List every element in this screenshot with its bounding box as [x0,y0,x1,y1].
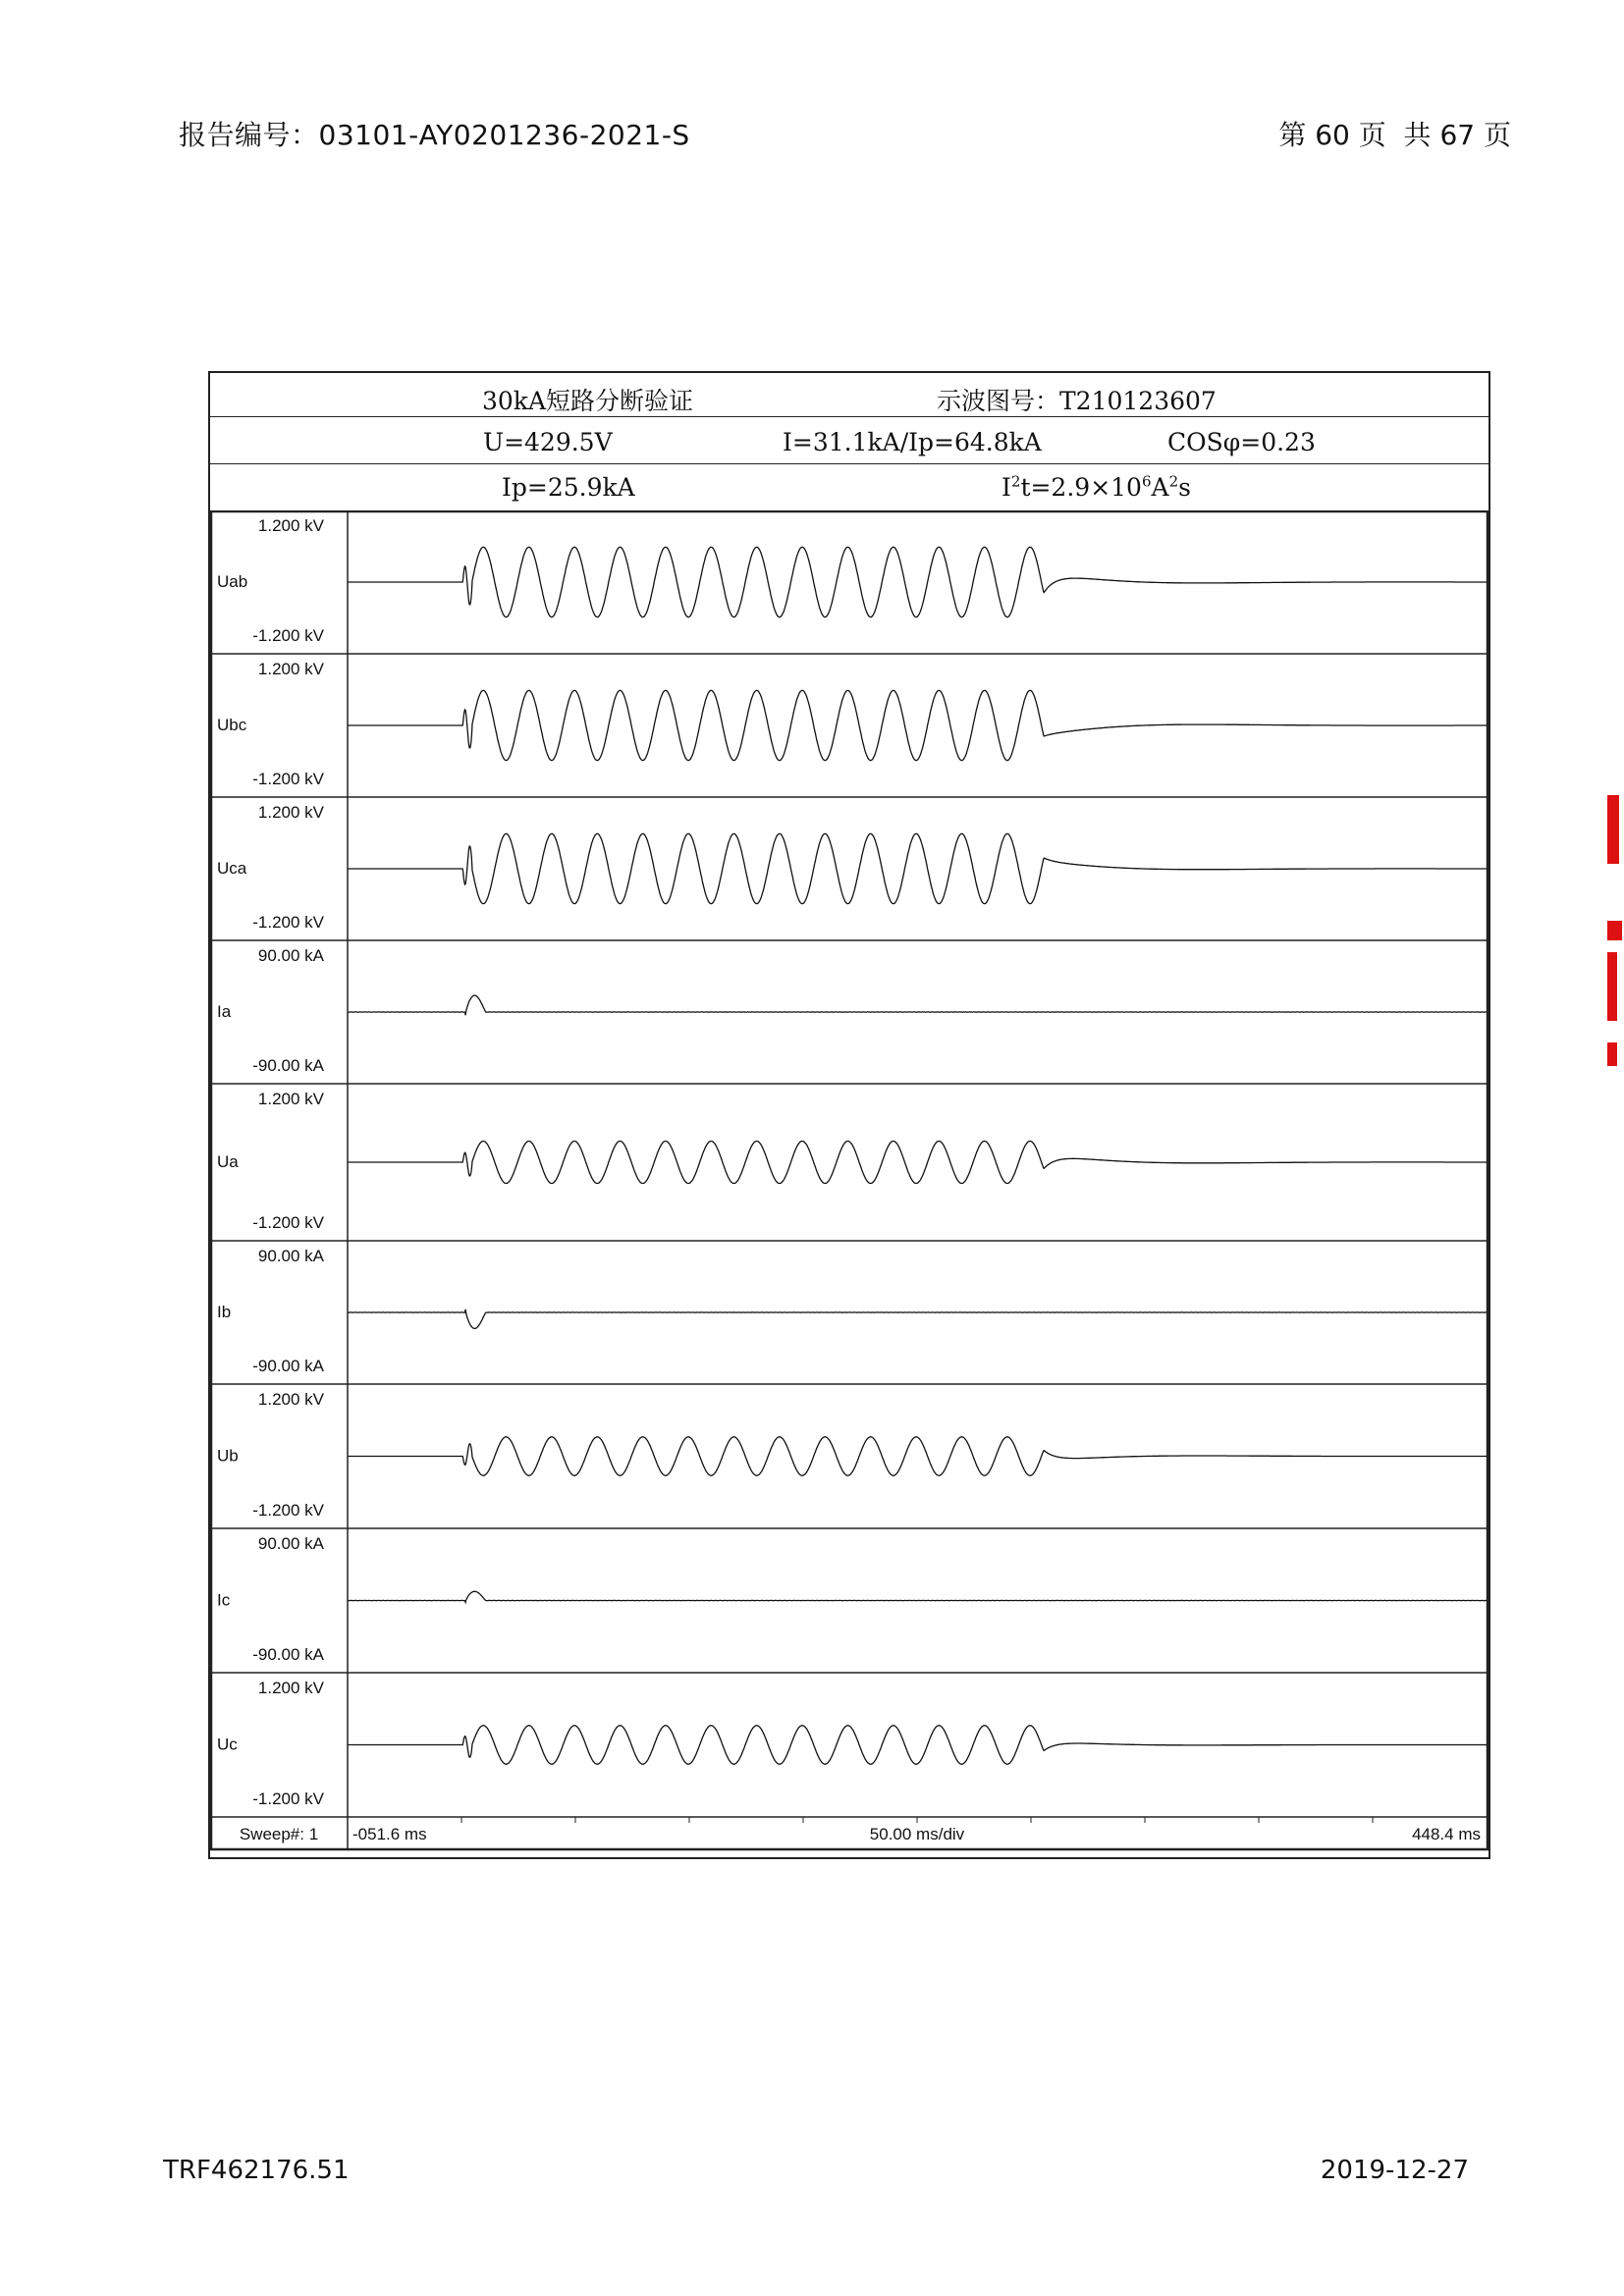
red-seal-stamp [1607,785,1624,1070]
page-info: 第 60 页 共 67 页 [1278,119,1511,151]
scope-frame [211,511,1488,1849]
waveform-trace [348,1437,1487,1475]
x-start-label: -051.6 ms [352,1825,427,1843]
channel-name-label: Ic [217,1590,231,1610]
scale-max-label: 1.200 kV [257,803,324,822]
energy-row [210,463,1489,510]
x-end-label: 448.4 ms [1412,1825,1481,1843]
scale-min-label: -1.200 kV [252,626,324,645]
scale-max-label: 90.00 kA [257,946,324,965]
scale-min-label: -1.200 kV [252,913,324,932]
channel-name-label: Ub [217,1446,239,1466]
waveform-trace [348,690,1487,760]
waveform-trace [348,995,1487,1015]
scale-min-label: -90.00 kA [252,1056,324,1075]
oscilloscope-panel [210,510,1489,1857]
peak-current-value: Ip=25.9kA [502,473,635,502]
waveform-trace [348,547,1487,616]
scale-min-label: -1.200 kV [252,770,324,788]
scale-min-label: -1.200 kV [252,1213,324,1232]
parameter-row [210,416,1489,464]
waveform-trace [348,1142,1487,1184]
scale-max-label: 1.200 kV [257,516,324,535]
oscillogram-chart [210,510,1489,1857]
test-title: 30kA短路分断验证 [482,387,694,415]
title-row [210,373,1489,417]
scale-min-label: -90.00 kA [252,1357,324,1375]
sweep-label: Sweep#: 1 [239,1825,319,1843]
power-factor-value: COSφ=0.23 [1167,428,1316,456]
report-date: 2019-12-27 [1320,2156,1469,2185]
waveform-trace [348,833,1487,903]
scale-max-label: 1.200 kV [257,660,324,678]
scale-max-label: 1.200 kV [257,1090,324,1108]
scale-min-label: -1.200 kV [252,1501,324,1520]
waveform-trace [348,1726,1487,1764]
figure-number: 示波图号：T210123607 [937,387,1217,415]
x-division-label: 50.00 ms/div [869,1825,965,1843]
scale-max-label: 1.200 kV [257,1390,324,1409]
scale-min-label: -90.00 kA [252,1645,324,1664]
waveform-trace [348,1591,1487,1602]
channel-name-label: Uca [217,859,247,878]
waveform-trace [348,1309,1487,1329]
report-number: 报告编号：03101-AY0201236-2021-S [179,119,690,151]
channel-name-label: Ib [217,1303,232,1321]
scale-min-label: -1.200 kV [252,1789,324,1808]
channel-name-label: Ubc [217,716,247,734]
oscillogram-report [208,371,1490,1859]
channel-name-label: Uab [217,572,248,591]
channel-name-label: Ua [217,1152,239,1171]
scale-max-label: 90.00 kA [257,1534,324,1553]
form-number: TRF462176.51 [163,2156,350,2185]
i2t-value: $I^2t=2.9\times 10^6A^2s$ [1001,472,1191,502]
scale-max-label: 90.00 kA [257,1247,324,1265]
channel-name-label: Uc [217,1735,238,1754]
scale-max-label: 1.200 kV [257,1679,324,1697]
channel-name-label: Ia [217,1002,232,1021]
current-value: I=31.1kA/Ip=64.8kA [783,428,1042,456]
voltage-value: U=429.5V [483,428,613,456]
